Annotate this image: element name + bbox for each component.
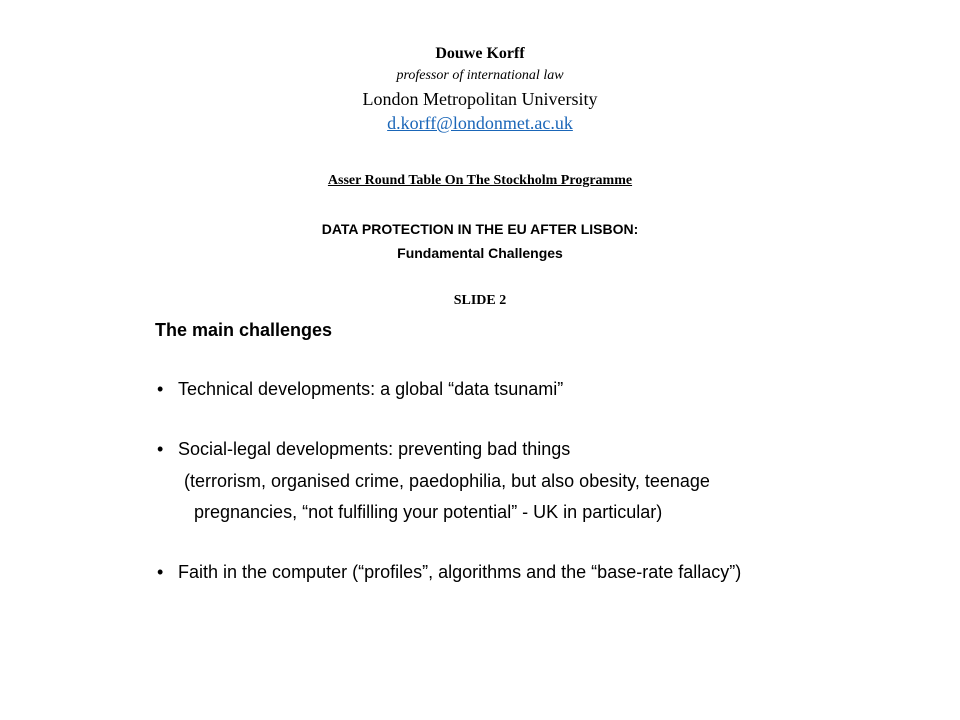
bullet-1-line-1: Technical developments: a global “data tsunami” — [178, 379, 564, 399]
author-affiliation: London Metropolitan University — [362, 89, 598, 109]
bullet-3-line-1: Faith in the computer (“profiles”, algorithms and the “base-rate fallacy”) — [178, 562, 742, 582]
bullet-2-line-1: Social-legal developments: preventing bad things — [178, 439, 571, 459]
slide-heading: The main challenges — [155, 320, 333, 340]
bullet-marker: • — [157, 562, 164, 582]
slide-label: SLIDE 2 — [453, 293, 507, 308]
bullet-marker: • — [157, 439, 164, 459]
author-email-line — [0, 112, 960, 134]
event-title: Asser Round Table On The Stockholm Programme — [327, 173, 633, 188]
bullet-marker: • — [157, 379, 164, 399]
talk-title: DATA PROTECTION IN THE EU AFTER LISBON: — [321, 221, 639, 237]
author-name: Douwe Korff — [435, 45, 525, 62]
bullet-2-line-2: (terrorism, organised crime, paedophilia, but also obesity, teenage — [184, 471, 710, 491]
talk-subtitle: Fundamental Challenges — [397, 245, 563, 261]
author-title: professor of international law — [396, 68, 564, 83]
author-email-link[interactable]: d.korff@londonmet.ac.uk — [387, 113, 573, 133]
bullet-2-line-3: pregnancies, “not fulfilling your potential” - UK in particular) — [194, 502, 663, 522]
